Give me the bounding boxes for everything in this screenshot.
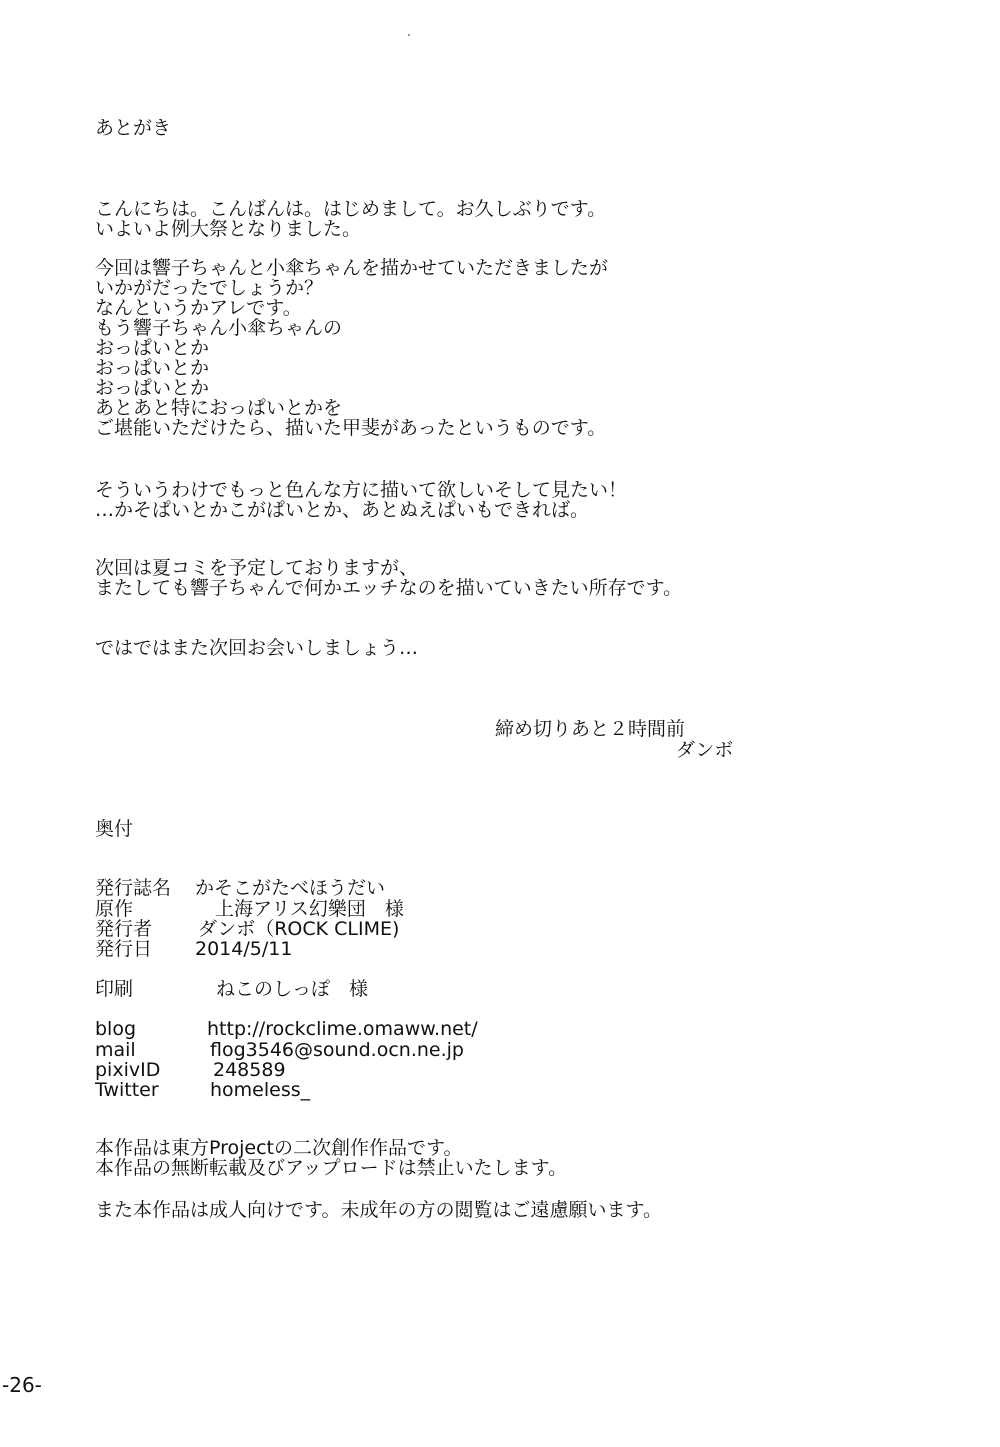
copyright-notice [95, 1138, 567, 1178]
contact-label: Twitter [95, 1079, 159, 1101]
colophon-label: 発行日 [95, 938, 153, 960]
text-line: 今回は響子ちゃんと小傘ちゃんを描かせていただきましたが [95, 257, 609, 279]
text-line: おっぱいとか [95, 337, 210, 359]
text-line: 次回は夏コミを予定しておりますが、 [95, 557, 419, 579]
text-line: 本作品の無断転載及びアップロードは禁止いたします。 [95, 1157, 568, 1179]
afterword-title: あとがき [95, 117, 172, 139]
text-line: そういうわけでもっと色んな方に描いて欲しいそして見たい！ [95, 479, 628, 501]
afterword-paragraph-2 [95, 258, 608, 438]
signoff-note: 締め切りあと２時間前 [495, 718, 686, 740]
text-line: おっぱいとか [95, 377, 210, 399]
afterword-paragraph-3 [95, 480, 627, 520]
contact-value: homeless_ [210, 1079, 311, 1101]
text-line: おっぱいとか [95, 357, 210, 379]
text-line: あとあと特におっぱいとかを [95, 397, 343, 419]
colophon-label: 発行誌名 [95, 877, 172, 899]
text-line: なんというかアレです。 [95, 297, 302, 319]
print-label: 印刷 [95, 978, 134, 1000]
colophon-value: 上海アリス幻樂団 様 [215, 898, 404, 920]
colophon-title: 奥付 [95, 818, 134, 840]
colophon-value: かそこがたべほうだい [195, 877, 386, 899]
contact-label: pixivID [95, 1059, 161, 1081]
contact-label: blog [95, 1018, 137, 1040]
print-value: ねこのしっぽ 様 [216, 978, 369, 1000]
scan-speck [408, 34, 410, 36]
afterword-paragraph-5 [95, 638, 418, 658]
colophon-value: 2014/5/11 [195, 938, 293, 960]
text-line: …かそぱいとかこがぱいとか、あとぬえぱいもできれば。 [95, 499, 590, 521]
text-line: いよいよ例大祭となりました。 [95, 218, 362, 240]
colophon-value: ダンボ（ROCK CLIME) [198, 918, 400, 940]
contact-value: 248589 [213, 1059, 286, 1081]
blog-link[interactable]: http://rockclime.omaww.net/ [207, 1018, 478, 1040]
afterword-paragraph-4 [95, 558, 682, 598]
page-number: -26- [2, 1373, 42, 1397]
text-line: もう響子ちゃん小傘ちゃんの [95, 317, 343, 339]
contact-label: mail [95, 1039, 136, 1061]
text-line: いかがだったでしょうか？ [95, 277, 324, 299]
text-line: ではではまた次回お会いしましょう… [95, 637, 419, 659]
adult-content-notice: また本作品は成人向けです。未成年の方の閲覧はご遠慮願います。 [95, 1199, 662, 1221]
colophon-label: 発行者 [95, 918, 153, 940]
afterword-paragraph-1 [95, 199, 606, 239]
text-line: 本作品は東方Projectの二次創作作品です。 [95, 1137, 463, 1159]
mail-link[interactable]: flog3546@sound.ocn.ne.jp [210, 1039, 464, 1061]
text-line: ご堪能いただけたら、描いた甲斐があったというものです。 [95, 417, 607, 439]
colophon-label: 原作 [95, 898, 134, 920]
text-line: またしても響子ちゃんで何かエッチなのを描いていきたい所存です。 [95, 577, 683, 599]
author-signature: ダンボ [676, 739, 734, 761]
text-line: こんにちは。こんばんは。はじめまして。お久しぶりです。 [95, 198, 607, 220]
